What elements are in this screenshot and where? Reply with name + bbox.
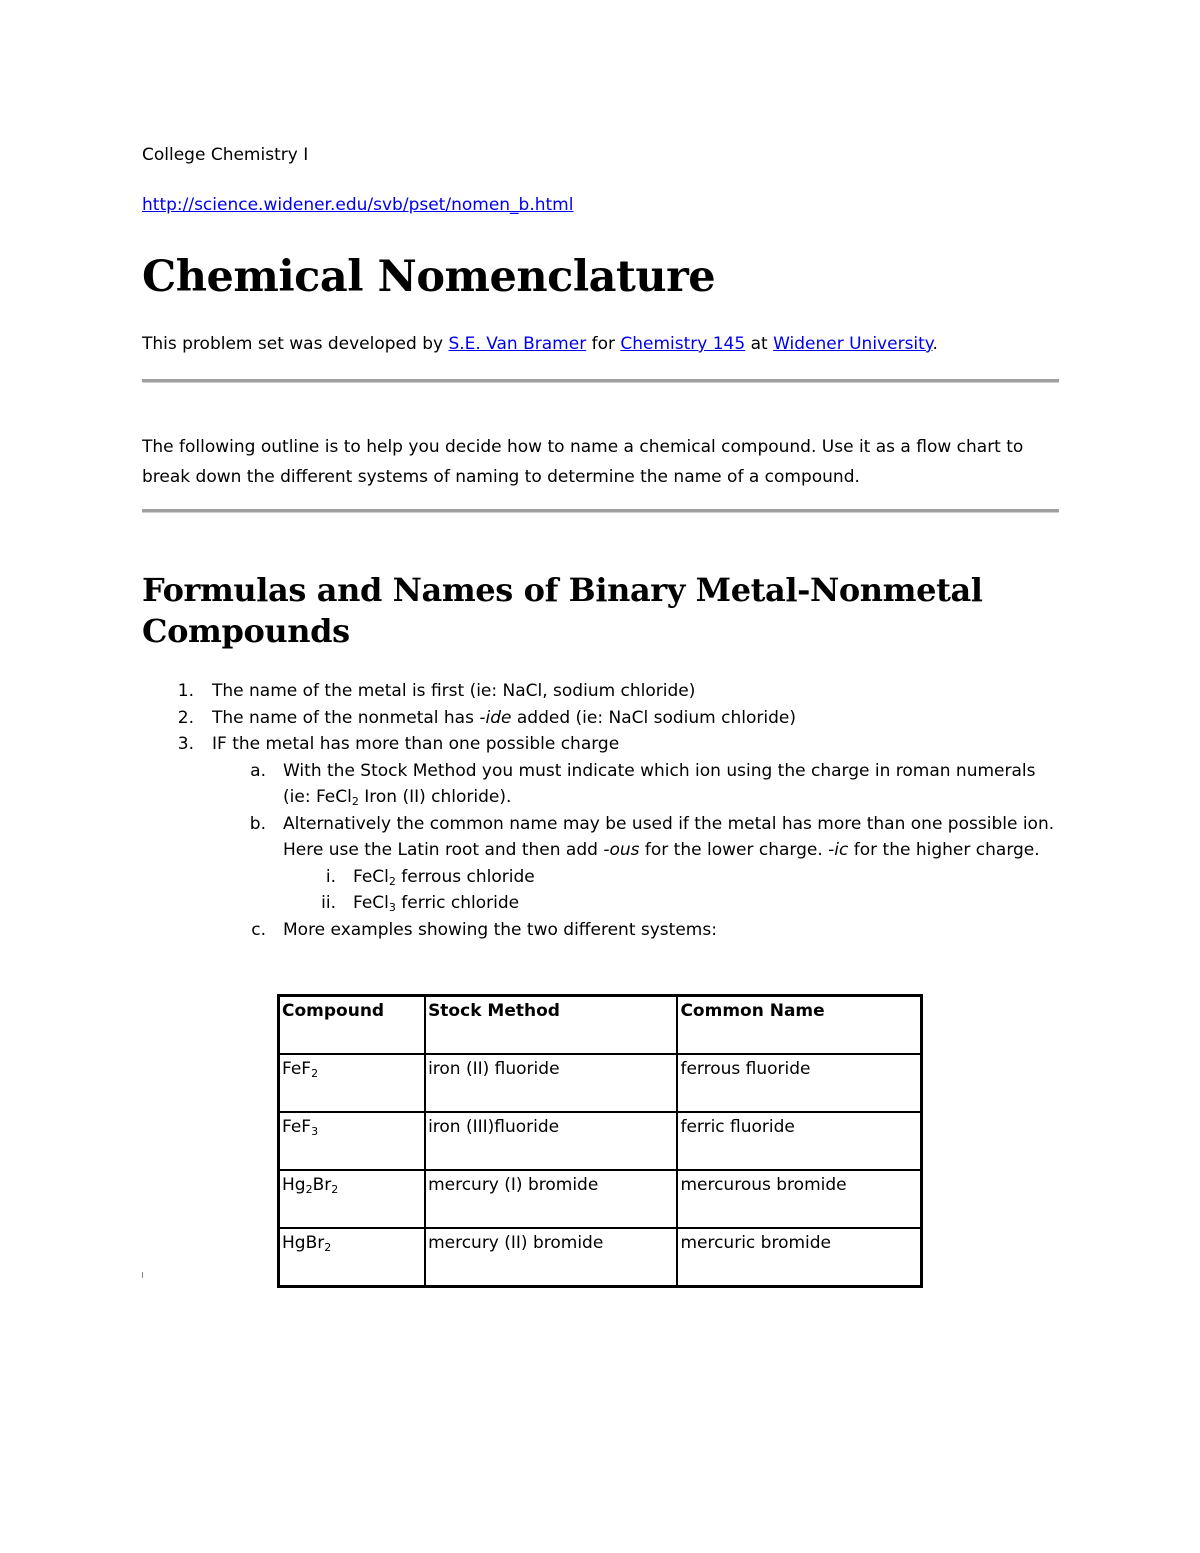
list-item [142,678,1060,705]
credit-line [142,334,938,354]
common-name-cell: ferrous fluoride [677,1054,921,1112]
list-roman: i. [325,866,336,887]
sub-sub-list-item [142,864,1060,891]
text-run: ferric chloride [395,893,520,913]
subscript: 3 [388,901,396,914]
course-link[interactable]: Chemistry 145 [620,334,746,354]
sub-sub-list-item [142,890,1060,917]
text-run: for the higher charge. [848,840,1040,860]
text-run: ferrous chloride [395,866,535,887]
horizontal-rule [142,379,1059,383]
common-name-cell: mercuric bromide [677,1228,921,1287]
compound-cell [279,1228,426,1287]
list-text [353,890,1060,917]
nomenclature-outline [142,678,1060,943]
stock-method-cell: mercury (II) bromide [425,1228,677,1287]
subscript: 2 [331,1183,339,1196]
common-name-cell: mercurous bromide [677,1170,921,1228]
column-header: Common Name [677,996,921,1055]
list-text [283,811,1060,864]
list-number: 1. [177,681,194,701]
list-number: 2. [177,707,194,728]
list-text [212,705,1060,732]
sub-list-item [142,917,1060,944]
sub-list-item [142,811,1060,864]
list-text: The name of the metal is first (ie: NaCl, sodium chloride) [212,681,696,701]
subscript: 2 [305,1183,313,1196]
list-number: 3. [177,734,194,754]
list-item [142,731,1060,758]
text-run: added (ie: NaCl sodium chloride) [511,707,796,728]
stock-method-cell: iron (II) fluoride [425,1054,677,1112]
list-item [142,705,1060,732]
text-run: The name of the nonmetal has [212,707,480,728]
column-header: Compound [279,996,426,1055]
subscript: 2 [388,874,396,888]
university-link[interactable]: Widener University [773,334,933,354]
list-roman: ii. [321,893,336,913]
list-text [353,864,1060,891]
formula: FeCl [353,866,389,887]
intro-paragraph: The following outline is to help you decide how to name a chemical compound. Use it as a flow chart to break down the different systems of naming to determine the name of a compound. [142,437,1024,487]
list-text: IF the metal has more than one possible charge [212,734,620,754]
table-row [279,1228,922,1287]
formula: Br [312,1175,332,1195]
nomenclature-table [277,994,923,1288]
author-link[interactable]: S.E. Van Bramer [448,334,587,354]
compound-cell [279,1170,426,1228]
list-letter: a. [250,760,266,781]
formula: Hg [282,1175,306,1195]
stock-method-cell: iron (III)fluoride [425,1112,677,1170]
list-text [283,758,1060,811]
credit-mid-1: for [586,334,621,354]
emphasis-text: -ic [828,840,849,860]
table-row [279,1112,922,1170]
list-letter: b. [249,813,266,834]
formula: HgBr [282,1233,325,1253]
page-title: Chemical Nomenclature [142,252,716,302]
formula: FeF [282,1059,312,1079]
list-text: More examples showing the two different systems: [283,919,717,940]
table-row [279,1054,922,1112]
source-url-link[interactable]: http://science.widener.edu/svb/pset/nomen_b.html [142,195,574,215]
subscript: 3 [311,1125,319,1138]
emphasis-text: -ide [479,707,512,728]
text-run: Iron (II) chloride). [358,787,512,807]
table-row [279,1170,922,1228]
sub-list-item [142,758,1060,811]
horizontal-rule [142,509,1059,513]
course-name: College Chemistry I [142,145,309,165]
paragraph-mark [142,1272,143,1278]
list-letter: c. [251,919,266,940]
column-header: Stock Method [425,996,677,1055]
formula: FeF [282,1117,312,1137]
credit-prefix: This problem set was developed by [142,334,449,354]
text-run: Alternatively the common name may be used if the metal has more than one possible ion. Here use the Latin root and then add [283,813,1055,860]
text-run: for the lower charge. [639,840,829,860]
formula: FeCl [353,893,389,913]
common-name-cell: ferric fluoride [677,1112,921,1170]
credit-mid-2: at [745,334,774,354]
subscript: 2 [351,795,359,808]
section-heading: Formulas and Names of Binary Metal-Nonmetal Compounds [142,571,983,650]
table-header-row [279,996,922,1055]
text-run: With the Stock Method you must indicate which ion using the charge in roman numerals (ie: FeCl [283,760,1036,807]
credit-end: . [932,334,938,354]
stock-method-cell: mercury (I) bromide [425,1170,677,1228]
subscript: 2 [311,1067,319,1080]
compound-cell [279,1054,426,1112]
emphasis-text: -ous [603,840,640,860]
compound-cell [279,1112,426,1170]
subscript: 2 [324,1241,332,1254]
